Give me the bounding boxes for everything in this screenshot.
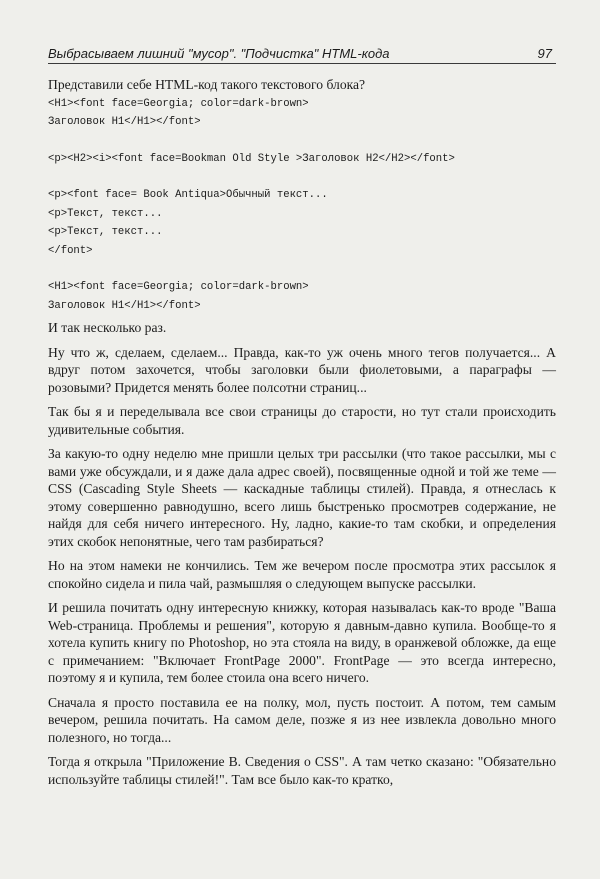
body-paragraph: Так бы я и переделывала все свои страницы до старости, но тут стали происходить удивительные события.	[48, 404, 556, 437]
body-paragraph: И решила почитать одну интересную книжку, которая называлась как-то вроде "Ваша Web-страница. Проблемы и решения", которую я давным-давно купила. Вообще-то я хотела купить книгу по Photoshop, но эта стояла на виду, в оранжевой обложке, да еще с примечанием: "Включает FrontPage 2000". FrontPage — это всегда интересно, поэтому я и купила, тем более стоила она всего ничего.	[48, 600, 556, 685]
code-block-4	[48, 278, 556, 315]
code-line: <p><H2><i><font face=Bookman Old Style >Заголовок H2</H2></font>	[48, 152, 455, 165]
body-paragraph: Тогда я открыла "Приложение B. Сведения о CSS". А там четко сказано: "Обязательно используйте таблицы стилей!". Там все было как-то кратко,	[48, 754, 556, 787]
code-block-1	[48, 95, 556, 132]
code-line: <H1><font face=Georgia; color=dark-brown>	[48, 97, 309, 110]
body-paragraph: Сначала я просто поставила ее на полку, мол, пусть постоит. А потом, тем самым вечером, решила почитать. На самом деле, позже я из нее извлекла довольно много полезного, но тогда...	[48, 694, 556, 745]
body-paragraph: Ну что ж, сделаем, сделаем... Правда, как-то уж очень много тегов получается... А вдруг потом захочется, чтобы заголовки были фиолетовыми, а параграфы — розовыми? Придется менять более полсотни страниц...	[48, 344, 556, 395]
code-block-3	[48, 186, 556, 260]
code-line: Заголовок H1</H1></font>	[48, 299, 201, 312]
code-line: </font>	[48, 244, 93, 257]
page-content	[48, 76, 556, 788]
code-block-2	[48, 150, 556, 169]
code-line: <p>Текст, текст...	[48, 226, 163, 238]
page-number: 97	[537, 46, 552, 61]
intro-paragraph: Представили себе HTML-код такого текстового блока?	[48, 77, 366, 92]
code-line: Заголовок H1</H1></font>	[48, 116, 201, 128]
body-paragraph: Но на этом намеки не кончились. Тем же вечером после просмотра этих рассылок я спокойно сидела и пила чай, размышляя о следующем выпуске рассылки.	[48, 558, 556, 591]
code-line: <p><font face= Book Antiqua>Обычный текст...	[48, 189, 328, 201]
body-paragraph: И так несколько раз.	[48, 320, 167, 335]
running-header	[48, 46, 556, 64]
body-paragraph: За какую-то одну неделю мне пришли целых три рассылки (что такое рассылки, мы с вами уже обсуждали, и я даже дала адрес своей), посвященные одной и той же теме — CSS (Cascading Style Sheets — каскадные таблицы стилей). Правда, я отнеслась к этому совершенно равнодушно, всего лишь быстренько просмотрев содержание, не найдя для себя ничего интересного. Ну, ладно, какие-то там скобки, и определения этих скобок непонятные, чего там разбираться?	[48, 446, 556, 549]
chapter-title: Выбрасываем лишний "мусор". "Подчистка" HTML-кода	[48, 46, 390, 61]
code-line: <H1><font face=Georgia; color=dark-brown>	[48, 281, 309, 293]
code-line: <p>Текст, текст...	[48, 207, 163, 220]
